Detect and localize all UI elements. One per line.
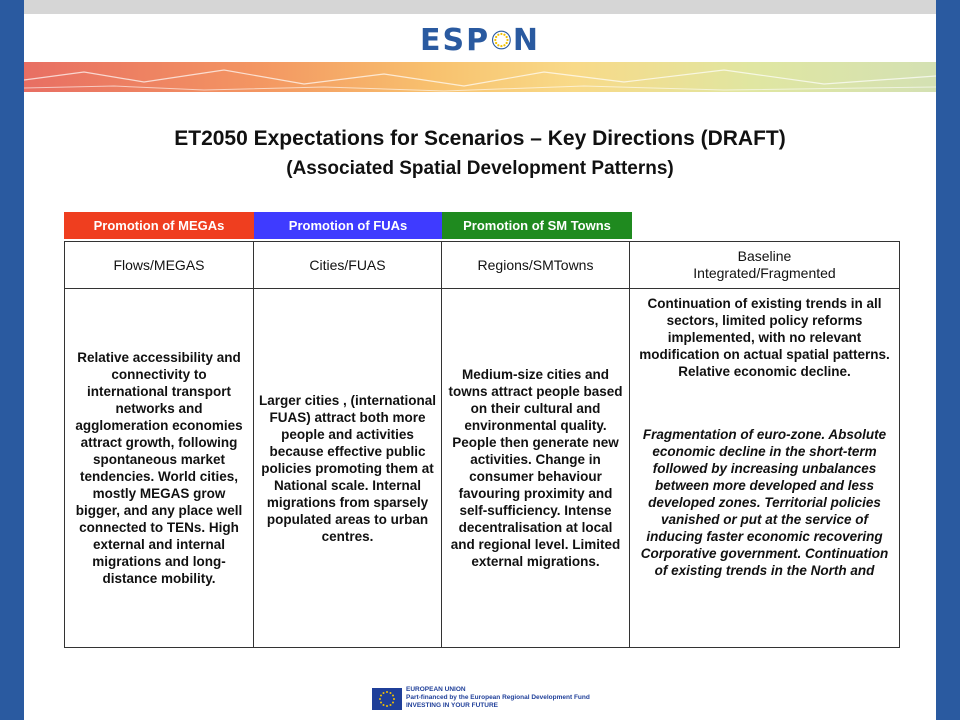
header-regions-smtowns: Regions/SMTowns bbox=[442, 242, 630, 289]
cell-cities-fuas: Larger cities , (international FUAS) attract both more people and activities because effective public policies promoting them at National scale. Internal migrations from sparsely populated areas to urban centres. bbox=[254, 289, 442, 648]
header-cities-fuas: Cities/FUAS bbox=[254, 242, 442, 289]
eu-line3: INVESTING IN YOUR FUTURE bbox=[406, 702, 498, 709]
eu-stars-logo-icon bbox=[492, 23, 511, 57]
eu-funding-text bbox=[406, 686, 590, 710]
slide-subtitle: (Associated Spatial Development Patterns) bbox=[286, 158, 674, 179]
cell-baseline bbox=[630, 289, 900, 648]
eu-line1: EUROPEAN UNION bbox=[406, 686, 466, 693]
espon-logo bbox=[420, 18, 540, 62]
cell-regions-smtowns: Medium-size cities and towns attract people based on their cultural and environmental quality. People then generate new activities. Change in consumer behaviour favouring proximity and self-sufficiency. Intense decentralisation at local and regional level. Limited external migrations. bbox=[442, 289, 630, 648]
tag-promotion-sm-towns: Promotion of SM Towns bbox=[442, 212, 632, 239]
left-frame-bar bbox=[0, 0, 24, 720]
baseline-fragmented-text: Fragmentation of euro-zone. Absolute economic decline in the short-term followed by increasing unbalances between more developed and less developed zones. Territorial policies vanished or put at the service of inducing faster economic recovering Corporative government. Continuation of existing trends in the North and bbox=[640, 427, 889, 578]
header-baseline: Baseline Integrated/Fragmented bbox=[630, 242, 900, 289]
table-header-row bbox=[65, 242, 900, 289]
right-frame-bar bbox=[936, 0, 960, 720]
scenario-table bbox=[64, 241, 900, 648]
tag-promotion-megas: Promotion of MEGAs bbox=[64, 212, 254, 239]
logo-text-left: ESP bbox=[420, 22, 491, 58]
cell-flows-megas: Relative accessibility and connectivity to international transport networks and agglomeration economies attract growth, following spontaneous market tendencies. World cities, mostly MEGAS grow bigger, and any place well connected to TENs. High external and internal migrations and long-distance mobility. bbox=[65, 289, 254, 648]
baseline-integrated-text: Continuation of existing trends in all sectors, limited policy reforms implemented, with no relevant modification on actual spatial patterns. Relative economic decline. bbox=[639, 296, 890, 379]
slide-title: ET2050 Expectations for Scenarios – Key Directions (DRAFT) bbox=[174, 127, 786, 150]
decorative-map-strip bbox=[24, 62, 936, 92]
tag-promotion-fuas: Promotion of FUAs bbox=[254, 212, 442, 239]
table-body-row bbox=[65, 289, 900, 648]
logo-text-right: N bbox=[512, 22, 540, 58]
eu-line2: Part-financed by the European Regional Development Fund bbox=[406, 694, 590, 701]
eu-flag-icon bbox=[372, 688, 402, 710]
top-grey-bar bbox=[24, 0, 936, 14]
header-flows-megas: Flows/MEGAS bbox=[65, 242, 254, 289]
